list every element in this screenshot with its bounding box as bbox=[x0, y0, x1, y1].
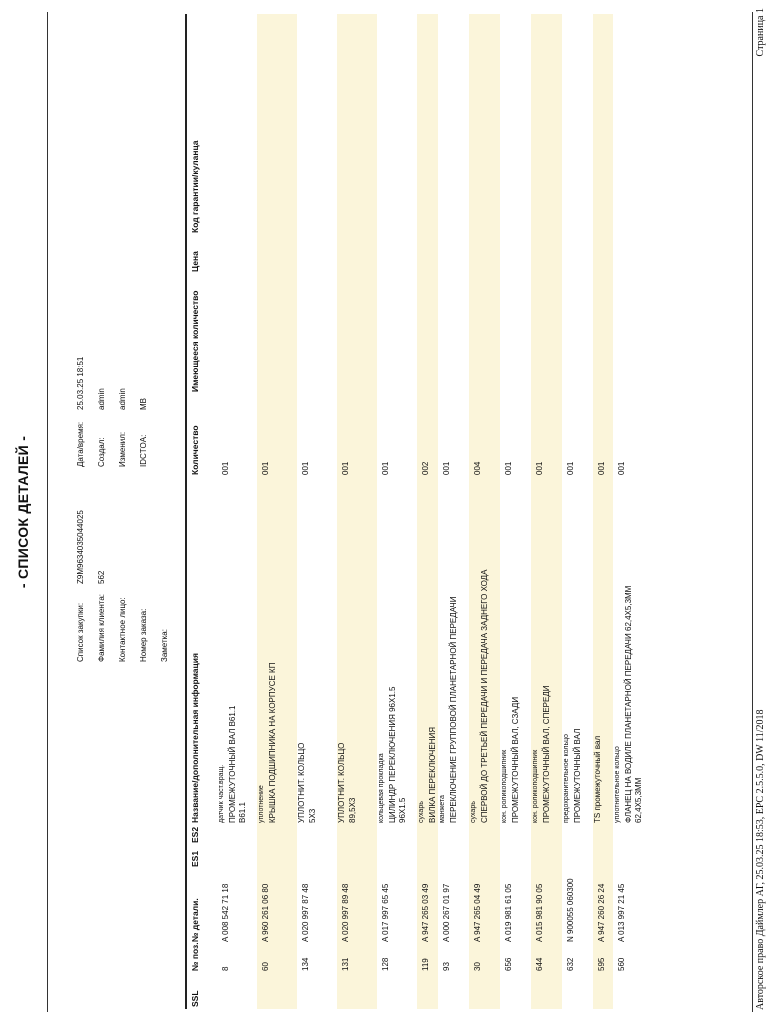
header-name: Название/дополнительная информация bbox=[190, 653, 200, 823]
part-number-cell: A 015 981 90 05 bbox=[535, 883, 544, 942]
table-body bbox=[217, 14, 657, 1009]
part-number-cell: A 013 997 21 45 bbox=[617, 883, 626, 942]
quantity-cell: 004 bbox=[473, 461, 482, 475]
table-row bbox=[297, 14, 337, 1009]
list-label: Список закупки: bbox=[76, 602, 85, 662]
table-row bbox=[438, 14, 469, 1009]
name-cell: уплотнительное кольцо ФЛАНЕЦ НА ВОДИЛЕ ПЛАНЕТАРНОЙ ПЕРЕДАЧИ 62,4X5,3MM 62,4X5,3MM bbox=[614, 585, 643, 823]
position-cell: 30 bbox=[473, 962, 482, 971]
changed-label: Изменил: bbox=[118, 431, 127, 467]
position-cell: 595 bbox=[597, 957, 606, 971]
part-number-cell: A 019 981 61 05 bbox=[504, 883, 513, 942]
part-number-cell: A 020 997 87 48 bbox=[301, 883, 310, 942]
part-number-cell: A 017 997 65 45 bbox=[381, 883, 390, 942]
quantity-cell: 001 bbox=[261, 461, 270, 475]
quantity-cell: 001 bbox=[442, 461, 451, 475]
position-cell: 560 bbox=[617, 957, 626, 971]
name-cell: уплотнение КРЫШКА ПОДШИПНИКА НА КОРПУСЕ КП bbox=[258, 662, 277, 823]
position-cell: 632 bbox=[566, 957, 575, 971]
part-number-cell: A 947 265 04 49 bbox=[473, 883, 482, 942]
header-num: № детали. bbox=[190, 898, 200, 942]
footer-page: Страница 1 bbox=[755, 8, 766, 57]
name-cell: УПЛОТНИТ. КОЛЬЦО 5X3 bbox=[297, 742, 317, 823]
quantity-cell: 001 bbox=[381, 461, 390, 475]
order-meta-right bbox=[70, 357, 154, 467]
position-cell: 131 bbox=[341, 957, 350, 971]
name-cell: сухарь ВИЛКА ПЕРЕКЛЮЧЕНИЯ bbox=[418, 726, 437, 823]
header-warranty: Код гарантии/куланца bbox=[190, 140, 200, 233]
name-cell: предохранительное кольцо ПРОМЕЖУТОЧНЫЙ ВАЛ bbox=[563, 728, 582, 823]
table-row bbox=[500, 14, 531, 1009]
quantity-cell: 001 bbox=[341, 461, 350, 475]
table-row bbox=[593, 14, 613, 1009]
header-ssl: SSL bbox=[190, 990, 200, 1007]
table-row bbox=[217, 14, 257, 1009]
date-value: 25.03.25 18:51 bbox=[76, 356, 85, 410]
table-row bbox=[562, 14, 593, 1009]
table-row bbox=[531, 14, 562, 1009]
quantity-cell: 001 bbox=[535, 461, 544, 475]
contact-value bbox=[112, 469, 133, 584]
name-cell: кольцевая прокладка ЦИЛИНДР ПЕРЕКЛЮЧЕНИЯ 96X1.5 96X1.5 bbox=[378, 686, 407, 823]
name-cell: TS промежуточный вал bbox=[593, 735, 602, 823]
name-cell: УПЛОТНИТ. КОЛЬЦО 89,5X3 bbox=[337, 742, 357, 823]
idctoa-label: IDCTOA: bbox=[139, 434, 148, 467]
part-number-cell: A 020 997 89 48 bbox=[341, 883, 350, 942]
top-divider bbox=[47, 12, 48, 1012]
date-label: Дата/время: bbox=[76, 421, 85, 467]
table-row bbox=[337, 14, 377, 1009]
header-es2: ES2 bbox=[190, 826, 200, 843]
table-row bbox=[417, 14, 438, 1009]
table-row bbox=[377, 14, 417, 1009]
order-label: Номер заказа: bbox=[139, 608, 148, 662]
header-price: Цена bbox=[190, 251, 200, 272]
table-row bbox=[469, 14, 500, 1009]
parts-table bbox=[185, 14, 657, 1009]
name-cell: кон. роликоподшипник ПРОМЕЖУТОЧНЫЙ ВАЛ, СЗАДИ bbox=[501, 696, 520, 823]
order-value bbox=[133, 469, 154, 584]
header-pos: № поз. bbox=[190, 942, 200, 971]
bottom-divider bbox=[752, 12, 753, 1012]
position-cell: 93 bbox=[442, 962, 451, 971]
quantity-cell: 001 bbox=[504, 461, 513, 475]
part-number-cell: N 900055 060300 bbox=[566, 878, 575, 942]
part-number-cell: A 947 265 03 49 bbox=[421, 883, 430, 942]
position-cell: 644 bbox=[535, 957, 544, 971]
header-avail: Имеющееся количество bbox=[190, 290, 200, 392]
contact-label: Контактное лицо: bbox=[118, 597, 127, 662]
table-row bbox=[257, 14, 297, 1009]
list-value: Z9M9634035044025 bbox=[76, 510, 85, 584]
position-cell: 119 bbox=[421, 958, 430, 971]
position-cell: 134 bbox=[301, 957, 310, 971]
created-label: Создал: bbox=[97, 437, 106, 467]
header-es1: ES1 bbox=[190, 850, 200, 867]
quantity-cell: 001 bbox=[597, 461, 606, 475]
name-cell: датчик част.вращ. ПРОМЕЖУТОЧНЫЙ ВАЛ B61.1 B61.1 bbox=[218, 705, 247, 823]
position-cell: 656 bbox=[504, 957, 513, 971]
part-number-cell: A 000 267 01 97 bbox=[442, 883, 451, 942]
note-value bbox=[154, 469, 175, 584]
name-cell: манжета ПЕРЕКЛЮЧЕНИЕ ГРУППОВОЙ ПЛАНЕТАРНОЙ ПЕРЕДАЧИ bbox=[439, 596, 458, 823]
client-label: Фамилия клиента: bbox=[97, 593, 106, 662]
part-number-cell: A 947 260 26 24 bbox=[597, 883, 606, 942]
part-number-cell: A 960 261 06 80 bbox=[261, 883, 270, 942]
table-header bbox=[185, 14, 217, 1009]
table-row bbox=[613, 14, 657, 1009]
quantity-cell: 001 bbox=[617, 461, 626, 475]
page-title: - СПИСОК ДЕТАЛЕЙ - bbox=[15, 435, 31, 589]
quantity-cell: 002 bbox=[421, 461, 430, 475]
created-value: admin bbox=[97, 388, 106, 410]
quantity-cell: 001 bbox=[566, 461, 575, 475]
footer-copyright: Авторское право Даймлер АГ, 25.03.25 18:53, EPC 2.5.5.0, DW 11/2018 bbox=[755, 709, 766, 1010]
order-meta-left bbox=[70, 469, 175, 662]
quantity-cell: 001 bbox=[301, 461, 310, 475]
client-value: 562 bbox=[97, 570, 106, 584]
name-cell: кон. роликоподшипник ПРОМЕЖУТОЧНЫЙ ВАЛ, СПЕРЕДИ bbox=[532, 685, 551, 823]
position-cell: 60 bbox=[261, 962, 270, 971]
header-qty: Количество bbox=[190, 425, 200, 475]
name-cell: сухарь СПЕРВОЙ ДО ТРЕТЬЕЙ ПЕРЕДАЧИ И ПЕРЕДАЧА ЗАДНЕГО ХОДА bbox=[470, 569, 489, 823]
position-cell: 8 bbox=[221, 966, 230, 971]
idctoa-value: MB bbox=[139, 398, 148, 410]
note-label: Заметка: bbox=[160, 629, 169, 662]
changed-value: admin bbox=[118, 388, 127, 410]
position-cell: 128 bbox=[381, 957, 390, 971]
quantity-cell: 001 bbox=[221, 461, 230, 475]
part-number-cell: A 008 542 71 18 bbox=[221, 883, 230, 942]
